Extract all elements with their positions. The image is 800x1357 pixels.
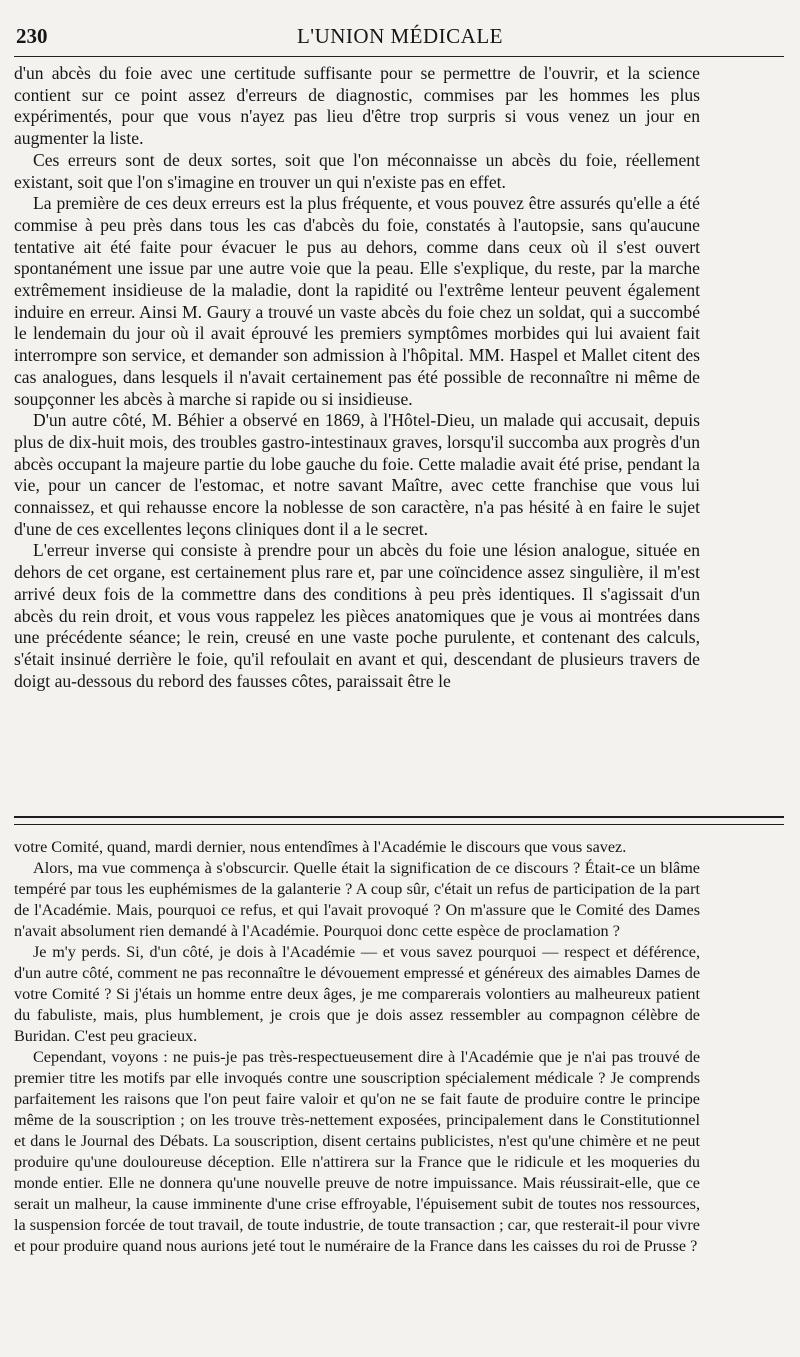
header-rule	[14, 56, 784, 57]
feuilleton-paragraph-4: Cependant, voyons : ne puis-je pas très-respectueusement dire à l'Académie que je n'ai pas trouvé de premier titre les motifs par elle invoqués contre une souscription spécialement médicale ? Je comprends parfaitement les raisons que l'on peut faire valoir et qu'on ne se fait faute de produire contre le principe même de la souscription ; on les trouve très-nettement exposées, principalement dans le Constitutionnel et dans le Journal des Débats. La souscription, disent certains publicistes, n'est qu'une chimère et ne peut produire qu'une douloureuse déception. Elle n'attirera sur la France que le ridicule et les moqueries du monde entier. Elle ne donnera qu'une nouvelle preuve de notre impuissance. Mais réussirait-elle, que ce serait un malheur, la cause imminente d'une crise effroyable, l'épuisement subit de toutes nos ressources, la suspension forcée de tout travail, de toute industrie, de toute transaction ; car, que resterait-il pour vivre et pour produire quand nous aurions jeté tout le numéraire de la France dans les caisses du roi de Prusse ?	[14, 1048, 700, 1255]
main-paragraph-1: d'un abcès du foie avec une certitude suffisante pour se permettre de l'ouvrir, et la science contient sur ce point assez d'erreurs de diagnostic, commises par les hommes les plus expérimentés, pour que vous n'ayez pas lieu d'être trop surpris si vous venez un jour en augmenter la liste.	[14, 63, 700, 149]
feuilleton-paragraph-1: votre Comité, quand, mardi dernier, nous entendîmes à l'Académie le discours que vous savez.	[14, 838, 627, 856]
main-paragraph-3: La première de ces deux erreurs est la plus fréquente, et vous pouvez être assurés qu'elle a été commise à peu près dans tous les cas d'abcès du foie, constatés à l'autopsie, sans qu'aucune tentative ait été faite pour évacuer le pus au dehors, comme dans ceux où il s'est ouvert spontanément une issue par une autre voie que la peau. Elle s'explique, du reste, par la marche extrêmement insidieuse de la maladie, dont la rapidité ou l'extrême lenteur peuvent également induire en erreur. Ainsi M. Gaury a trouvé un vaste abcès du foie chez un soldat, qui a succombé le lendemain du jour où il avait éprouvé les premiers symptômes morbides qui lui avaient fait interrompre son service, et demander son admission à l'hôpital. MM. Haspel et Mallet citent des cas analogues, dans lesquels il n'avait certainement pas été possible de reconnaître ni même de soupçonner les abcès à marche si rapide ou si insidieuse.	[14, 193, 700, 409]
page-header	[16, 20, 784, 56]
main-paragraph-4: D'un autre côté, M. Béhier a observé en 1869, à l'Hôtel-Dieu, un malade qui accusait, depuis plus de dix-huit mois, des troubles gastro-intestinaux graves, lorsqu'il succomba aux progrès d'un abcès occupant la majeure partie du lobe gauche du foie. Cette maladie avait été prise, pendant la vie, pour un cancer de l'estomac, et notre savant Maître, avec cette franchise que vous lui connaissez, et qui rehausse encore la noblesse de son caractère, n'a pas hésité à en faire le sujet d'une de ces excellentes leçons cliniques dont il a le secret.	[14, 410, 700, 539]
main-paragraph-2: Ces erreurs sont de deux sortes, soit que l'on méconnaisse un abcès du foie, réellement existant, soit que l'on s'imagine en trouver un qui n'existe pas en effet.	[14, 149, 700, 192]
main-paragraph-5: L'erreur inverse qui consiste à prendre pour un abcès du foie une lésion analogue, située en dehors de cet organe, est certainement plus rare et, par une coïncidence assez singulière, il m'est arrivé deux fois de la commettre dans des conditions à peu près identiques. Il s'agissait d'un abcès du rein droit, et vous vous rappelez les pièces anatomiques que je vous ai montrées dans une précédente séance; le rein, creusé en une vaste poche purulente, et contenant des calculs, s'était insinué derrière le foie, qu'il refoulait en avant et qui, descendant de plusieurs travers de doigt au-dessous du rebord des fausses côtes, paraissait être le	[14, 540, 700, 691]
feuilleton-separator	[14, 816, 784, 825]
page-number: 230	[16, 24, 48, 48]
feuilleton-paragraph-3: Je m'y perds. Si, d'un côté, je dois à l'Académie — et vous savez pourquoi — respect et déférence, d'un autre côté, comment ne pas reconnaître le dévouement empressé et généreux des aimables Dames de votre Comité ? Si j'étais un homme entre deux âges, je me comparerais volontiers au malheureux patient du fabuliste, mais, plus humblement, je crois que je dois assez ressembler au compagnon célèbre de Buridan. C'est peu gracieux.	[14, 943, 700, 1045]
feuilleton-section	[14, 837, 700, 1257]
feuilleton-paragraph-2: Alors, ma vue commença à s'obscurcir. Quelle était la signification de ce discours ? Était-ce un blâme tempéré par tous les euphémismes de la galanterie ? A coup sûr, c'était un refus de participation de la part de l'Académie. Mais, pourquoi ce refus, et qui l'avait provoqué ? On m'assure que le Comité des Dames n'avait absolument rien demandé à l'Académie. Pourquoi donc cette espèce de proclamation ?	[14, 859, 700, 940]
main-article	[14, 63, 700, 692]
running-title: L'UNION MÉDICALE	[296, 24, 503, 48]
